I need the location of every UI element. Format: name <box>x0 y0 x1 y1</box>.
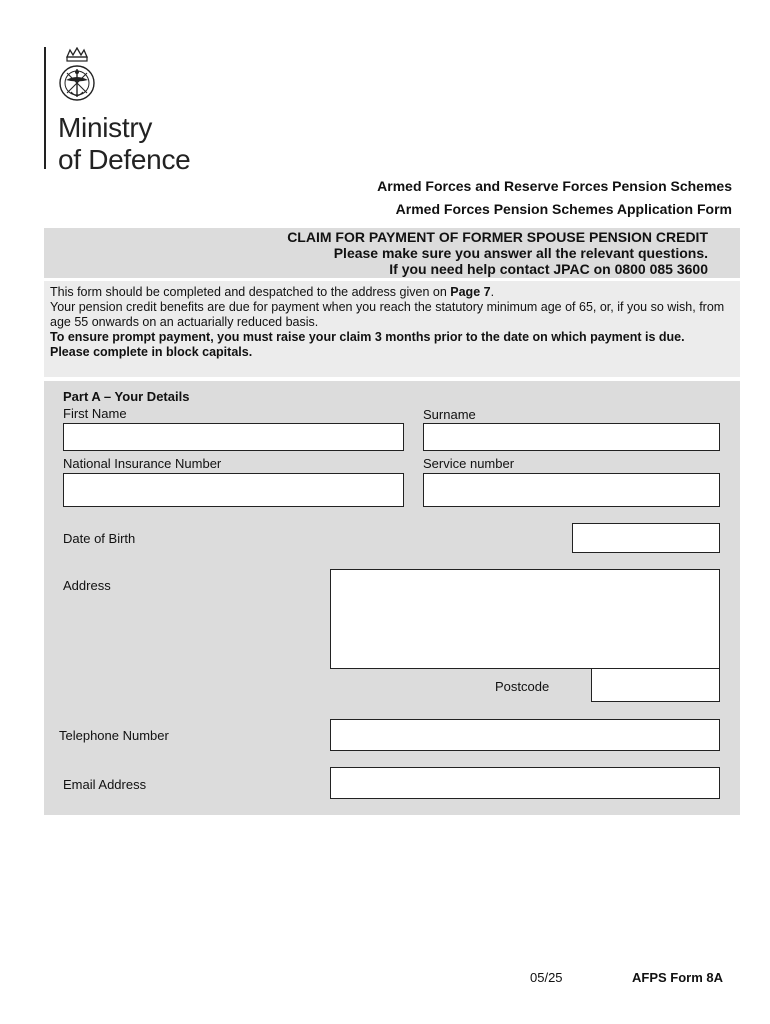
telephone-label: Telephone Number <box>59 728 169 743</box>
intro-line-1 <box>44 285 740 300</box>
banner-title: CLAIM FOR PAYMENT OF FORMER SPOUSE PENSION CREDIT <box>287 229 708 245</box>
service-number-field[interactable] <box>423 473 720 507</box>
postcode-field[interactable] <box>591 668 720 702</box>
intro-line-1-suffix: . <box>490 285 495 299</box>
banner-instruction: Please make sure you answer all the relevant questions. <box>333 245 708 261</box>
surname-label: Surname <box>423 407 476 422</box>
form-code: AFPS Form 8A <box>632 970 724 985</box>
address-label: Address <box>63 578 111 593</box>
address-field[interactable] <box>330 569 720 669</box>
form-title: Armed Forces Pension Schemes Application Form <box>395 201 732 217</box>
ni-number-label: National Insurance Number <box>63 456 222 471</box>
surname-field[interactable] <box>423 423 720 451</box>
dob-label: Date of Birth <box>63 531 136 546</box>
intro-line-2: Your pension credit benefits are due for payment when you reach the statutory minimum age of 65, or, if you so wish, from age 55 onwards on an actuarially reduced basis. <box>50 300 725 329</box>
first-name-label: First Name <box>63 406 127 421</box>
form-version: 05/25 <box>530 970 563 985</box>
email-field[interactable] <box>330 767 720 799</box>
intro-line-1-text: This form should be completed and despatched to the address given on <box>50 285 451 299</box>
scheme-title: Armed Forces and Reserve Forces Pension Schemes <box>377 178 732 194</box>
intro-line-4: Please complete in block capitals. <box>50 345 253 359</box>
intro-line-3: To ensure prompt payment, you must raise your claim 3 months prior to the date on which payment is due. <box>50 330 685 344</box>
logo-line-1: Ministry <box>58 112 153 143</box>
postcode-label: Postcode <box>495 679 550 694</box>
page-reference: Page 7 <box>450 285 491 299</box>
ministry-of-defence-logo-text <box>58 112 190 176</box>
royal-crest-icon <box>52 47 102 107</box>
service-number-label: Service number <box>423 456 515 471</box>
part-a-section <box>44 381 740 815</box>
telephone-field[interactable] <box>330 719 720 751</box>
first-name-field[interactable] <box>63 423 404 451</box>
claim-banner <box>44 228 740 278</box>
logo-line-2: of Defence <box>58 144 191 175</box>
ni-number-field[interactable] <box>63 473 404 507</box>
intro-panel <box>44 281 740 377</box>
logo-rule <box>44 47 46 169</box>
dob-field[interactable] <box>572 523 720 553</box>
banner-help-contact: If you need help contact JPAC on 0800 085 3600 <box>389 261 708 277</box>
part-a-title: Part A – Your Details <box>63 389 190 404</box>
email-label: Email Address <box>63 777 147 792</box>
